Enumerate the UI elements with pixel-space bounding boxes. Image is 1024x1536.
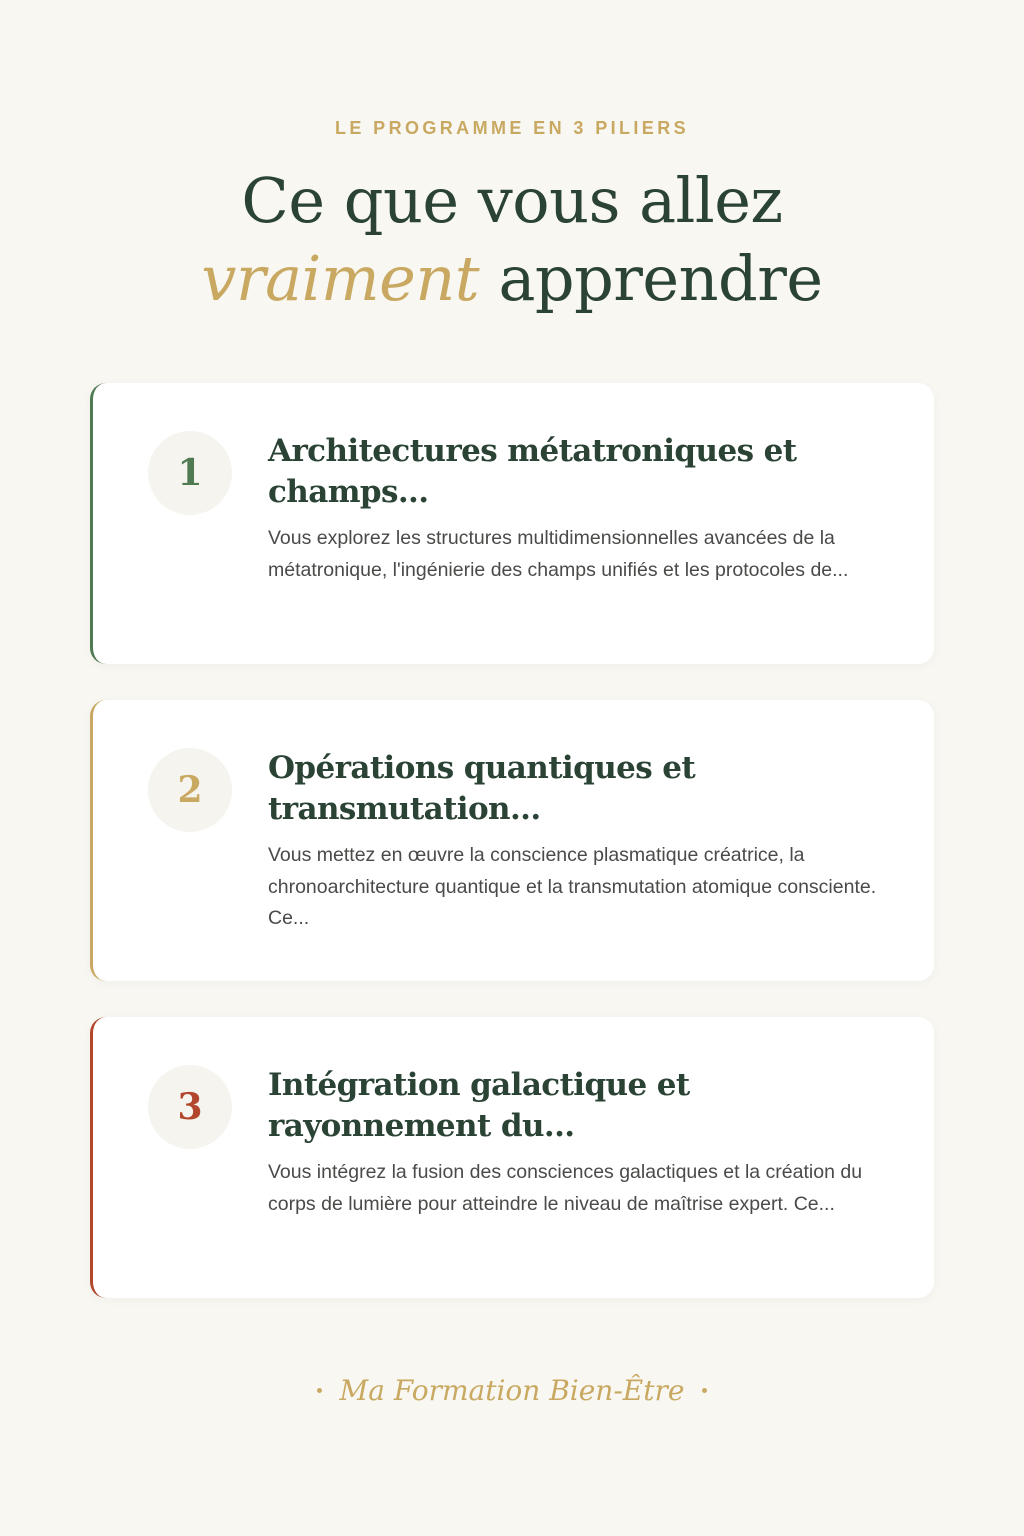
pillar-card-3 — [90, 1017, 934, 1298]
headline-rest: apprendre — [498, 242, 823, 315]
pillar-description: Vous intégrez la fusion des consciences galactiques et la création du corps de lumière pour atteindre le niveau de maîtrise expert. Ce... — [268, 1161, 863, 1215]
dot-ornament-icon — [702, 1388, 707, 1393]
dot-ornament-icon — [317, 1388, 322, 1393]
pillar-number-badge: 2 — [148, 748, 232, 832]
pillar-title: Opérations quantiques et transmutation... — [268, 750, 696, 827]
pillar-card-2 — [90, 700, 934, 981]
pillar-number-badge: 3 — [148, 1065, 232, 1149]
pillar-card-1 — [90, 383, 934, 664]
pillar-number-badge: 1 — [148, 431, 232, 515]
section-headline — [0, 162, 1024, 318]
headline-accent: vraiment — [201, 242, 480, 315]
pillar-description: Vous mettez en œuvre la conscience plasmatique créatrice, la chronoarchitecture quantique et la transmutation atomique consciente. Ce... — [268, 844, 877, 929]
pillar-title: Architectures métatroniques et champs... — [268, 433, 797, 510]
pillar-description: Vous explorez les structures multidimensionnelles avancées de la métatronique, l'ingénierie des champs unifiés et les protocoles de... — [268, 527, 849, 581]
footer-brand-text: Ma Formation Bien-Être — [339, 1374, 685, 1407]
headline-line1: Ce que vous allez — [241, 164, 783, 237]
footer-brand — [0, 1374, 1024, 1407]
pillar-title: Intégration galactique et rayonnement du... — [268, 1067, 690, 1144]
section-eyebrow: LE PROGRAMME EN 3 PILIERS — [334, 118, 690, 138]
